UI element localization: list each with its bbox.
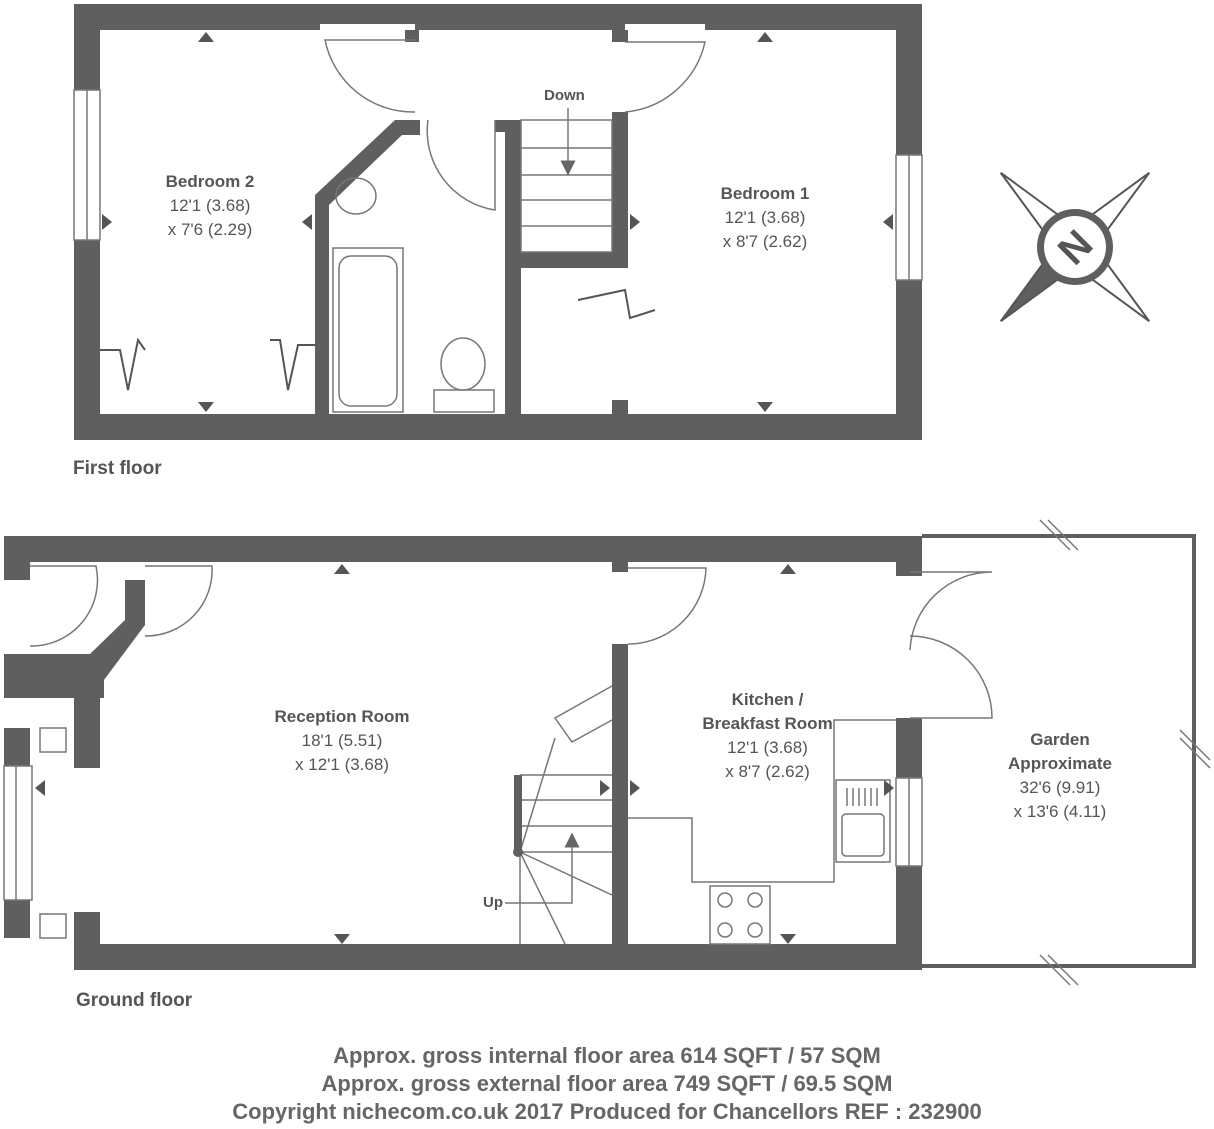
room-label-bedroom-2 xyxy=(130,170,290,242)
first-floor-title: First floor xyxy=(73,458,162,479)
room-name: Kitchen / xyxy=(731,690,804,709)
wall-stairs xyxy=(521,252,616,268)
room-name: Approximate xyxy=(1008,754,1112,773)
ground-floor-title: Ground floor xyxy=(76,990,193,1011)
room-name: Breakfast Room xyxy=(702,714,833,733)
bathtub xyxy=(333,248,403,412)
inner-door xyxy=(145,566,212,636)
hob xyxy=(710,886,770,944)
gf-entrance-wall xyxy=(4,580,145,698)
footer-external-area: Approx. gross external floor area 749 SQFT / 69.5 SQM xyxy=(321,1071,893,1096)
room-dim: x 8'7 (2.62) xyxy=(722,232,808,251)
footer-copyright: Copyright nichecom.co.uk 2017 Produced for Chancellors REF : 232900 xyxy=(232,1099,982,1124)
wall-bathroom-right xyxy=(505,120,521,414)
front-door xyxy=(30,566,98,646)
stairs-first-floor xyxy=(521,108,612,252)
room-dim: x 7'6 (2.29) xyxy=(167,220,253,239)
stairs-up-label: Up xyxy=(483,894,503,911)
footer-internal-area: Approx. gross internal floor area 614 SQFT / 57 SQM xyxy=(333,1043,881,1068)
door-bedroom-1 xyxy=(625,42,705,112)
room-label-reception-room xyxy=(252,705,432,777)
room-name: Bedroom 2 xyxy=(165,172,255,191)
room-dim: x 12'1 (3.68) xyxy=(295,755,389,774)
wall-bottom xyxy=(74,414,922,440)
room-name: Garden xyxy=(1030,730,1090,749)
room-dim: 12'1 (3.68) xyxy=(169,196,251,215)
door-bathroom xyxy=(427,120,495,210)
room-name: Bedroom 1 xyxy=(720,184,810,203)
room-dim: 18'1 (5.51) xyxy=(301,731,383,750)
room-label-kitchen xyxy=(685,688,850,784)
room-label-garden xyxy=(990,728,1130,824)
room-label-bedroom-1 xyxy=(685,182,845,254)
gf-wall-divider xyxy=(612,644,628,944)
basin xyxy=(336,178,376,214)
door-bedroom-2 xyxy=(325,40,415,112)
room-dim: x 13'6 (4.11) xyxy=(1013,802,1107,821)
garden-door-top xyxy=(910,572,992,650)
room-dim: x 8'7 (2.62) xyxy=(725,762,810,781)
wall-top xyxy=(74,4,922,30)
garden-door-bottom xyxy=(910,636,992,718)
stairs-down-label: Down xyxy=(544,87,585,104)
room-dim: 12'1 (3.68) xyxy=(724,208,806,227)
kitchen-sink xyxy=(836,780,890,862)
gf-bay-window xyxy=(4,766,32,900)
kitchen-door xyxy=(628,568,706,644)
gf-wall-bottom xyxy=(74,944,922,970)
room-name: Reception Room xyxy=(274,707,410,726)
compass-letter: N xyxy=(1049,221,1102,274)
toilet xyxy=(434,390,494,412)
gf-wall-top xyxy=(4,536,922,562)
room-dim: 12'1 (3.68) xyxy=(727,738,808,757)
room-dim: 32'6 (9.91) xyxy=(1019,778,1101,797)
